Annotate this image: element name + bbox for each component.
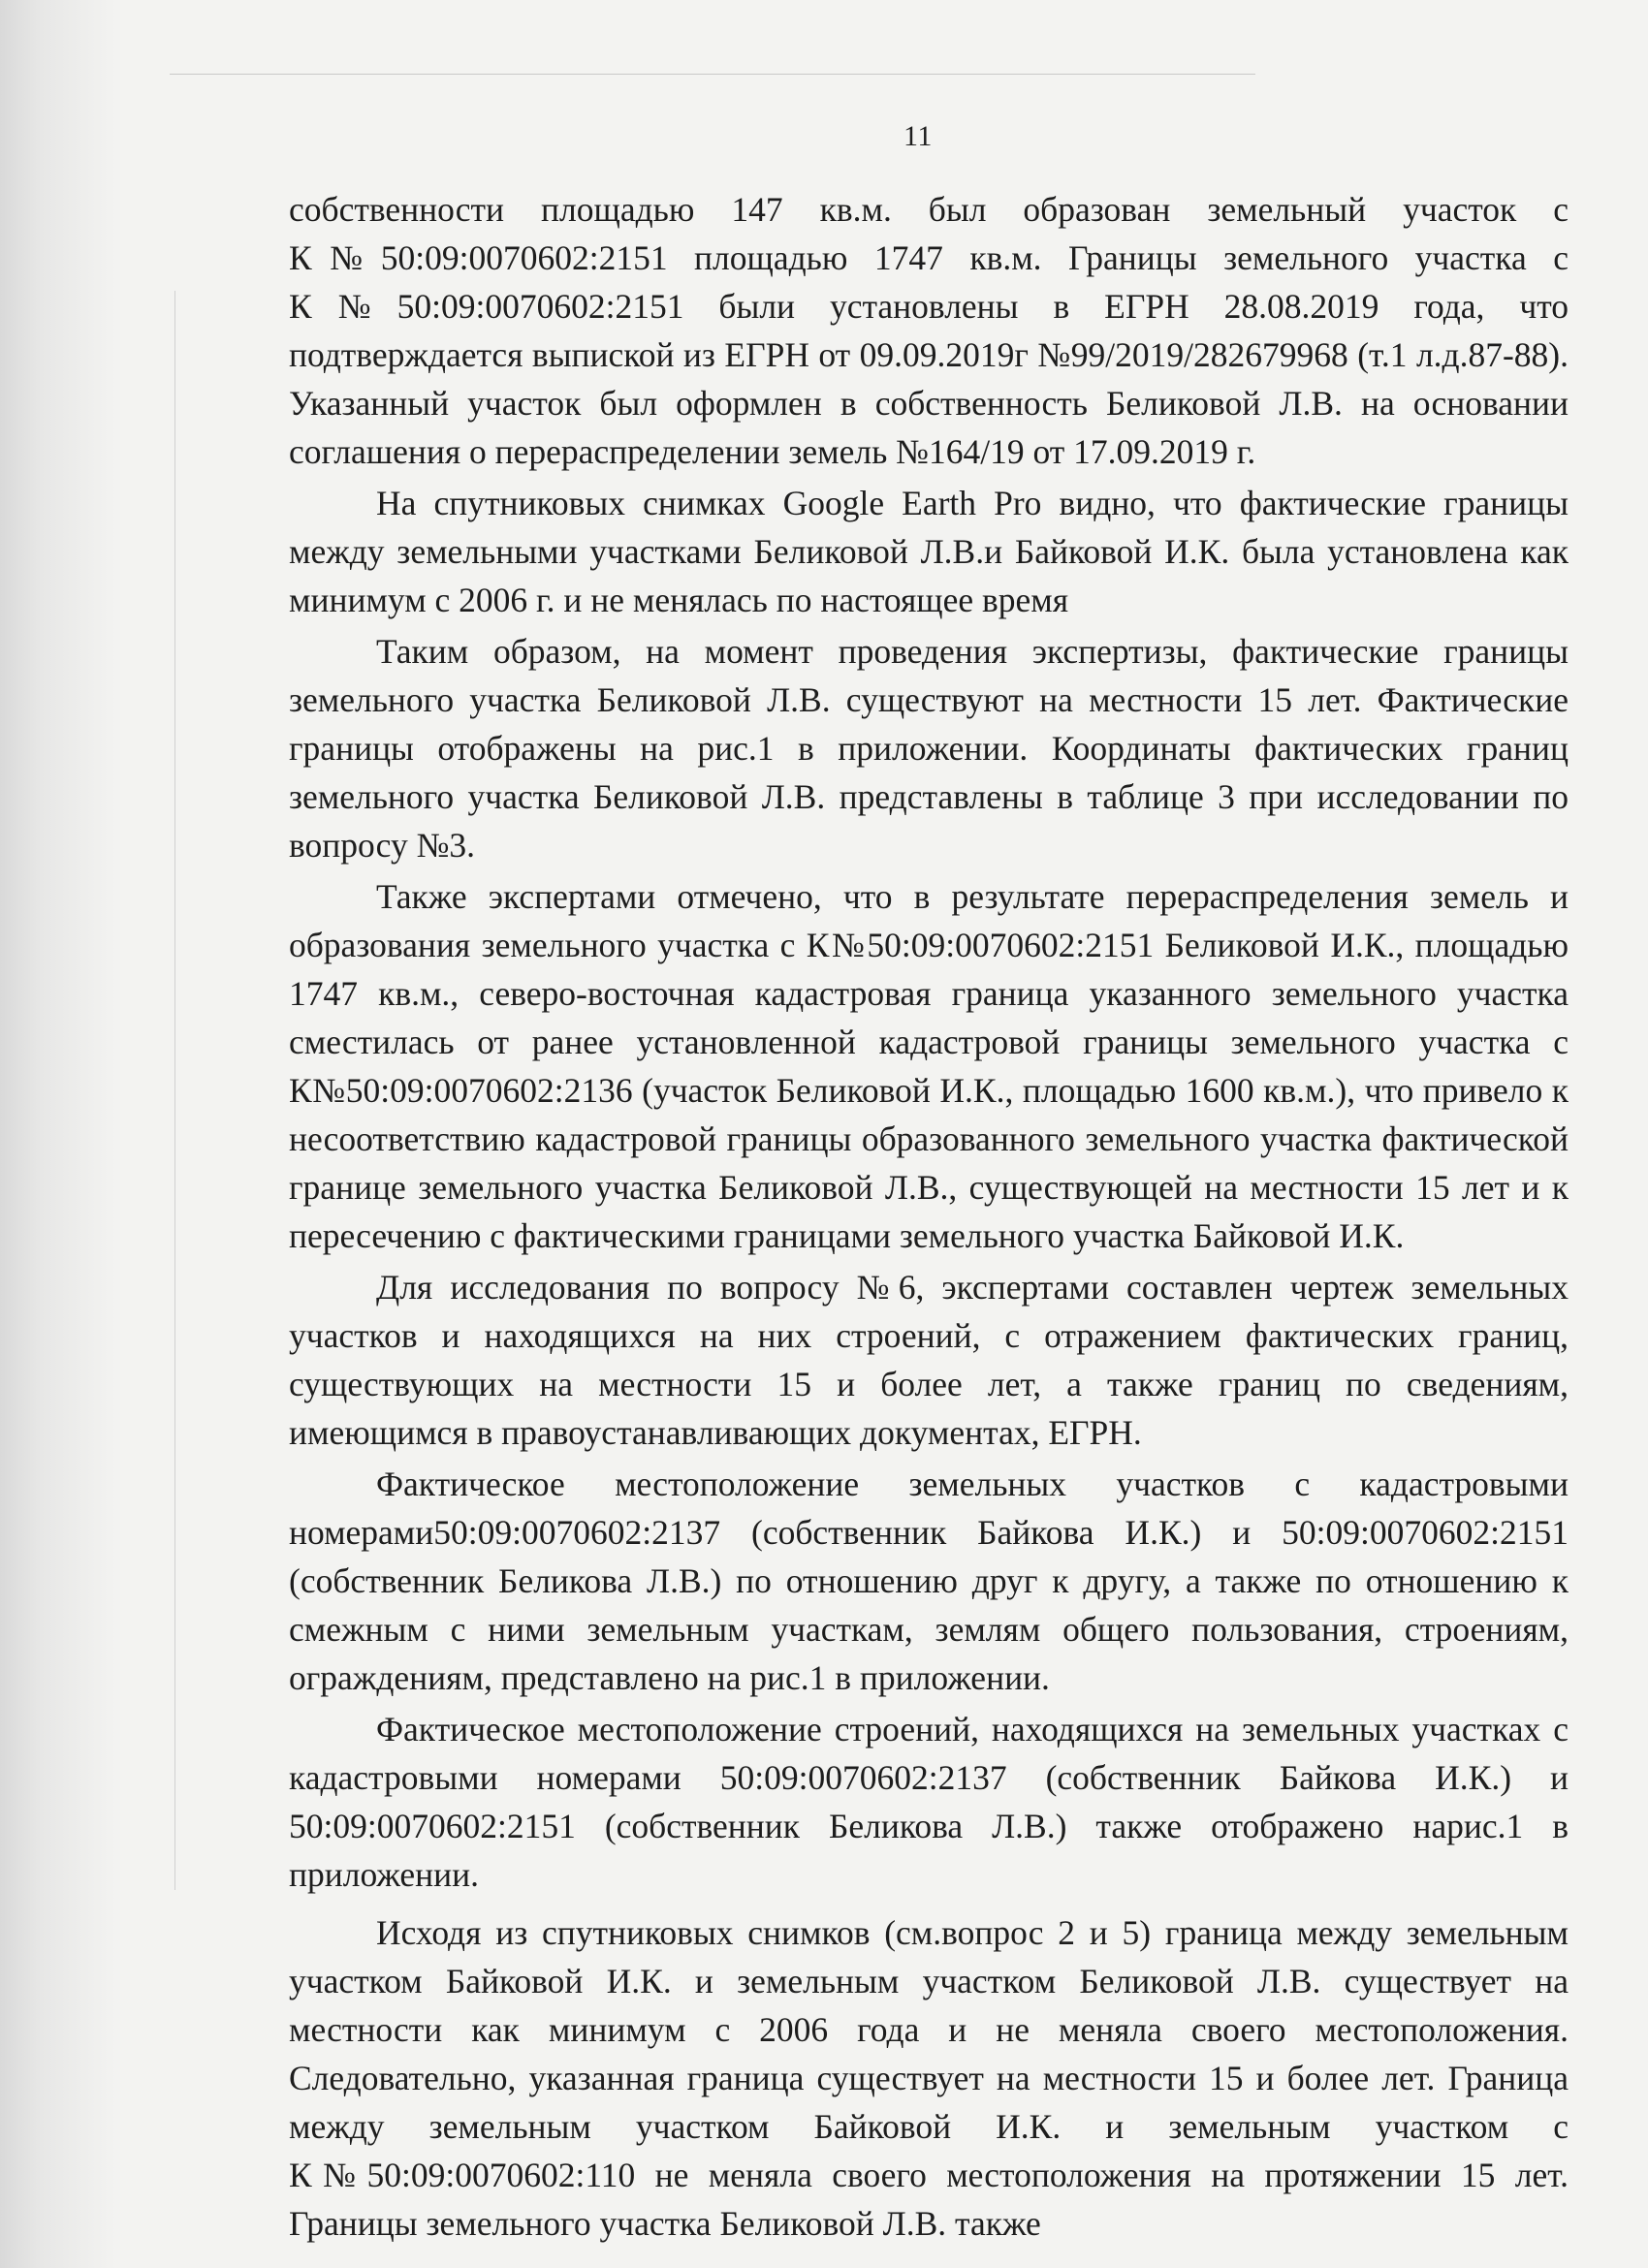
paragraph-4: Также экспертами отмечено, что в результате перераспределения земель и образования земельного участка с К№50:09:0070602:2151 Беликовой И.К., площадью 1747 кв.м., северо-восточная кадастровая граница указанного земельного участка сместилась от ранее установленной кадастровой границы земельного участка с К№50:09:0070602:2136 (участок Беликовой И.К., площадью 1600 кв.м.), что привело к несоответствию кадастровой границы образованного земельного участка фактической границе земельного участка Беликовой Л.В., существующей на местности 15 лет и к пересечению с фактическими границами земельного участка Байковой И.К.	[289, 877, 1569, 1255]
paragraph-3: Таким образом, на момент проведения экспертизы, фактические границы земельного участка Беликовой Л.В. существуют на местности 15 лет. Фактические границы отображены на рис.1 в приложении. Координаты фактических границ земельного участка Беликовой Л.В. представлены в таблице 3 при исследовании по вопросу №3.	[289, 632, 1569, 865]
paragraph-7: Фактическое местоположение строений, находящихся на земельных участках с кадастровыми номерами 50:09:0070602:2137 (собственник Байкова И.К.) и 50:09:0070602:2151 (собственник Беликова Л.В.) также отображено нарис.1 в приложении.	[289, 1710, 1569, 1894]
document-body	[289, 185, 1569, 2248]
paragraph-1: собственности площадью 147 кв.м. был образован земельный участок с К№50:09:0070602:2151 площадью 1747 кв.м. Границы земельного участка с К№50:09:0070602:2151 были установлены в ЕГРН 28.08.2019 года, что подтверждается выпиской из ЕГРН от 09.09.2019г №99/2019/282679968 (т.1 л.д.87-88). Указанный участок был оформлен в собственность Беликовой Л.В. на основании соглашения о перераспределении земель №164/19 от 17.09.2019 г.	[289, 190, 1569, 471]
paragraph-6: Фактическое местоположение земельных участков с кадастровыми номерами50:09:0070602:2137 (собственник Байкова И.К.) и 50:09:0070602:2151 (собственник Беликова Л.В.) по отношению друг к другу, а также по отношению к смежным с ними земельным участкам, землям общего пользования, строениям, ограждениям, представлено на рис.1 в приложении.	[289, 1465, 1569, 1697]
left-margin-line	[174, 291, 175, 1890]
paragraph-8: Исходя из спутниковых снимков (см.вопрос 2 и 5) граница между земельным участком Байковой И.К. и земельным участком Беликовой Л.В. существует на местности как минимум с 2006 года и не меняла своего местоположения. Следовательно, указанная граница существует на местности 15 и более лет. Граница между земельным участком Байковой И.К. и земельным участком с К№50:09:0070602:110 не меняла своего местоположения на протяжении 15 лет. Границы земельного участка Беликовой Л.В. также	[289, 1913, 1569, 2243]
paragraph-2: На спутниковых снимках Google Earth Pro видно, что фактические границы между земельными участками Беликовой Л.В.и Байковой И.К. была установлена как минимум с 2006 г. и не менялась по настоящее время	[289, 484, 1569, 619]
page-number: 11	[903, 120, 933, 152]
paragraph-5: Для исследования по вопросу №6, экспертами составлен чертеж земельных участков и находящихся на них строений, с отражением фактических границ, существующих на местности 15 и более лет, а также границ по сведениям, имеющимся в правоустанавливающих документах, ЕГРН.	[289, 1268, 1569, 1452]
scan-shadow	[0, 0, 116, 2268]
top-scan-line	[170, 74, 1255, 75]
